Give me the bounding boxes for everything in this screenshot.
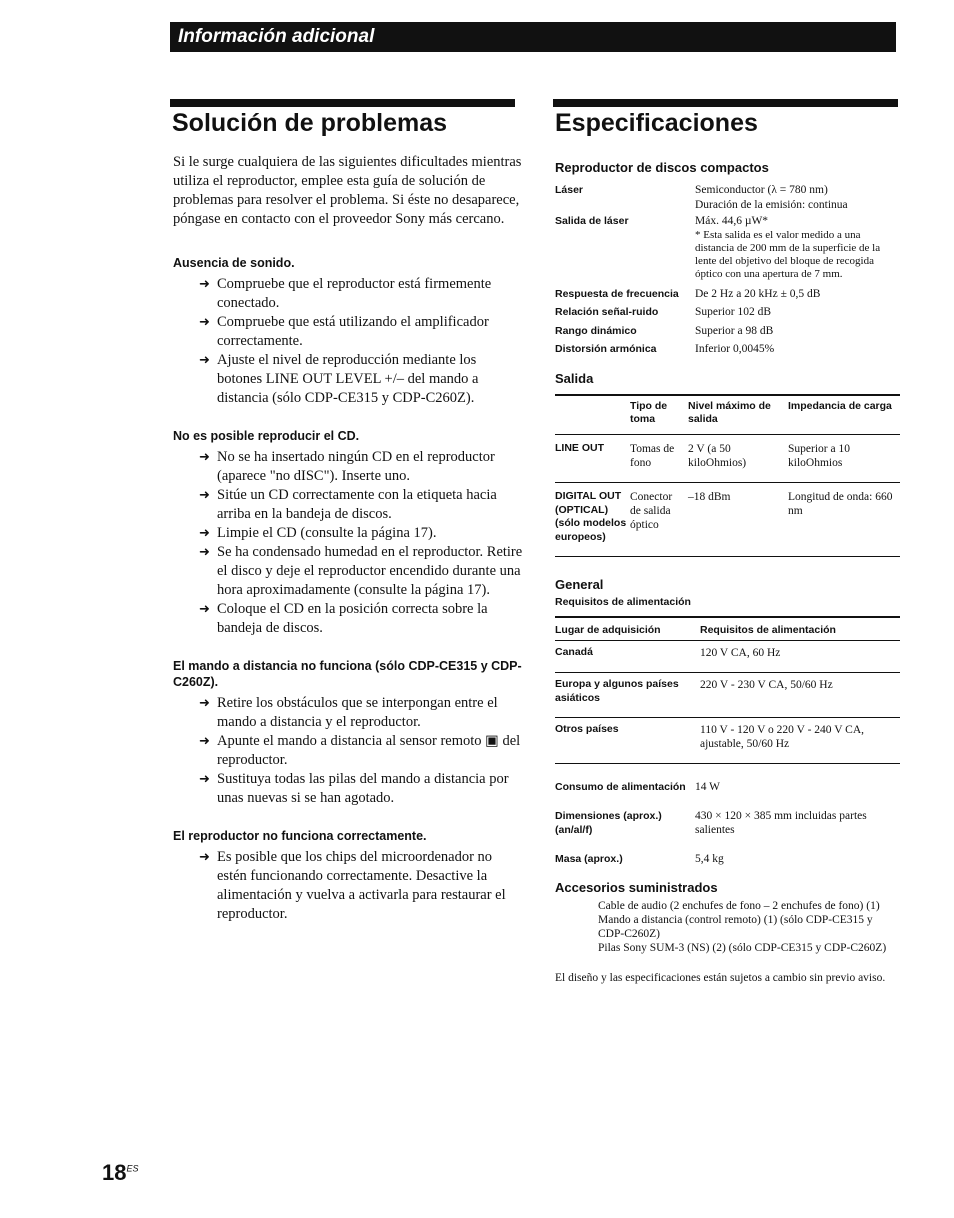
solution-text: Es posible que los chips del microordenador no estén funcionando correctamente. Desactive la alimentación y vuelva a activarla para restaurar el reproductor.: [217, 849, 506, 922]
spec-value: Semiconductor (λ = 780 nm) Duración de la emisión: continua: [695, 184, 848, 211]
accessories-list: [555, 899, 900, 955]
accessories-heading: Accesorios suministrados: [555, 880, 718, 895]
problem-heading: El reproductor no funciona correctamente.: [173, 829, 427, 843]
troubleshooting-sections: [173, 255, 523, 924]
power-row: [555, 673, 900, 718]
col-header: Tipo de toma: [630, 399, 668, 425]
audio-spec-list: [555, 287, 900, 357]
solution-item: [173, 313, 523, 351]
output-table: [555, 394, 900, 558]
power-place: Otros países: [555, 723, 619, 735]
solution-item: [173, 448, 523, 486]
solution-text: Compruebe que el reproductor está firmemente conectado.: [217, 276, 492, 311]
accessory-item: Pilas Sony SUM-3 (NS) (2) (sólo CDP-CE315 y CDP-C260Z): [598, 942, 887, 954]
troubleshooting-section: [173, 658, 523, 808]
spec-row: [555, 780, 900, 795]
output-impedance: Superior a 10 kiloOhmios: [788, 443, 850, 469]
output-table-header: [555, 395, 900, 435]
solution-text: Sitúe un CD correctamente con la etiqueta hacia arriba en la bandeja de discos.: [217, 487, 497, 522]
troubleshooting-title: Solución de problemas: [172, 109, 448, 137]
right-title-rule: [553, 99, 898, 107]
arrow-icon: ➜: [199, 526, 210, 541]
page-number: $18^{ES}$: [102, 1160, 139, 1185]
power-req: 220 V - 230 V CA, 50/60 Hz: [700, 679, 833, 691]
section-header-title: Información adicional: [178, 26, 375, 47]
arrow-icon: ➜: [199, 315, 210, 330]
spec-label: Relación señal-ruido: [555, 306, 659, 318]
arrow-icon: ➜: [199, 734, 210, 749]
spec-value: 5,4 kg: [695, 852, 724, 865]
spec-value: Máx. 44,6 µW* * Esta salida es el valor medido a una distancia de 200 mm de la superficie de la lente del objetivo del bloque de recogida óptico con una apertura de 7 mm.: [695, 214, 900, 281]
spec-row: [555, 809, 900, 838]
output-type: Tomas de fono: [630, 443, 675, 469]
col-header: Requisitos de alimentación: [700, 623, 836, 636]
problem-heading: No es posible reproducir el CD.: [173, 429, 360, 443]
arrow-icon: ➜: [199, 450, 210, 465]
spec-label: Láser: [555, 184, 584, 196]
spec-value: De 2 Hz a 20 kHz ± 0,5 dB: [695, 287, 821, 300]
col-header: Nivel máximo de salida: [688, 399, 771, 425]
spec-label: Distorsión armónica: [555, 343, 657, 355]
solution-text: Sustituya todas las pilas del mando a distancia por unas nuevas si se han agotado.: [217, 771, 509, 806]
spec-value: 14 W: [695, 781, 721, 793]
output-row: [555, 435, 900, 483]
spec-row: [555, 852, 900, 867]
problem-heading: Ausencia de sonido.: [173, 256, 295, 270]
power-place: Canadá: [555, 646, 593, 658]
solution-item: [173, 694, 523, 732]
troubleshooting-section: [173, 828, 523, 924]
solution-item: [173, 770, 523, 808]
spec-row: [555, 305, 900, 320]
arrow-icon: ➜: [199, 488, 210, 503]
solution-item: [173, 732, 523, 770]
accessory-item: Cable de audio (2 enchufes de fono – 2 enchufes de fono) (1): [598, 900, 880, 912]
spec-row: [555, 342, 900, 357]
output-impedance: Longitud de onda: 660 nm: [788, 491, 893, 517]
specifications-title: Especificaciones: [555, 109, 758, 137]
accessory-item: Mando a distancia (control remoto) (1) (sólo CDP-CE315 y CDP-C260Z): [598, 914, 873, 940]
spec-label: Consumo de alimentación: [555, 781, 686, 793]
left-title-rule: [170, 99, 515, 107]
troubleshooting-intro: Si le surge cualquiera de las siguientes dificultades mientras utiliza el reproductor, emplee esta guía de solución de problemas para resolver el problema. Si éste no desaparece, póngase en contacto con el proveedor Sony más cercano.: [173, 154, 522, 227]
troubleshooting-column: [173, 153, 523, 944]
arrow-icon: ➜: [199, 850, 210, 865]
solution-text: Se ha condensado humedad en el reproductor. Retire el disco y deje el reproductor encendido durante una hora aproximadamente (consulte la página 17).: [217, 544, 523, 598]
solution-item: [173, 543, 523, 600]
output-heading: Salida: [555, 370, 594, 386]
specifications-column: [555, 160, 900, 985]
power-req-heading: Requisitos de alimentación: [555, 596, 691, 608]
cd-player-heading: Reproductor de discos compactos: [555, 160, 769, 175]
output-level: 2 V (a 50 kiloOhmios): [688, 443, 747, 469]
power-row: [555, 718, 900, 764]
spec-label: Salida de láser: [555, 215, 629, 227]
troubleshooting-section: [173, 255, 523, 408]
laser-footnote: * Esta salida es el valor medido a una distancia de 200 mm de la superficie de la lente del objetivo del bloque de recogida óptico con una apertura de 7 mm.: [695, 228, 881, 280]
spec-label: Dimensiones (aprox.) (an/al/f): [555, 809, 662, 836]
solution-item: [173, 486, 523, 524]
power-req: 110 V - 120 V o 220 V - 240 V CA, ajustable, 50/60 Hz: [700, 724, 865, 750]
output-level: –18 dBm: [688, 491, 731, 503]
power-place: Europa y algunos países asiáticos: [555, 678, 679, 704]
output-row: [555, 483, 900, 557]
solution-text: Ajuste el nivel de reproducción mediante los botones LINE OUT LEVEL +/– del mando a distancia (sólo CDP-CE315 y CDP-C260Z).: [217, 352, 479, 406]
power-table-header: [555, 617, 900, 641]
section-header-band: [170, 22, 896, 52]
spec-value: 430 × 120 × 385 mm incluidas partes salientes: [695, 809, 867, 836]
output-name: DIGITAL OUT (OPTICAL) (sólo modelos europeos): [555, 490, 627, 543]
troubleshooting-section: [173, 428, 523, 638]
power-row: [555, 641, 900, 673]
solution-text: Coloque el CD en la posición correcta sobre la bandeja de discos.: [217, 601, 488, 636]
solution-text: Compruebe que está utilizando el amplificador correctamente.: [217, 314, 489, 349]
general-spec-list: [555, 780, 900, 866]
power-req: 120 V CA, 60 Hz: [700, 647, 781, 659]
spec-row: [555, 287, 900, 302]
spec-label: Masa (aprox.): [555, 852, 623, 865]
power-table: [555, 616, 900, 765]
spec-label: Respuesta de frecuencia: [555, 287, 679, 300]
arrow-icon: ➜: [199, 602, 210, 617]
spec-label: Rango dinámico: [555, 324, 637, 337]
output-name: LINE OUT: [555, 442, 604, 454]
spec-value: Superior 102 dB: [695, 306, 772, 318]
arrow-icon: ➜: [199, 353, 210, 368]
arrow-icon: ➜: [199, 545, 210, 560]
solution-text: No se ha insertado ningún CD en el reproductor (aparece "no dISC"). Inserte uno.: [217, 449, 495, 484]
arrow-icon: ➜: [199, 696, 210, 711]
col-header: Impedancia de carga: [788, 399, 892, 412]
solution-item: [173, 275, 523, 313]
solution-item: [173, 351, 523, 408]
solution-text: Apunte el mando a distancia al sensor remoto ▣ del reproductor.: [217, 733, 521, 768]
output-type: Conector de salida óptico: [630, 491, 673, 531]
spec-value: Inferior 0,0045%: [695, 343, 775, 355]
spec-value: Superior a 98 dB: [695, 324, 774, 337]
col-header: Lugar de adquisición: [555, 623, 661, 636]
problem-heading: El mando a distancia no funciona (sólo CDP-CE315 y CDP-C260Z).: [173, 659, 522, 689]
arrow-icon: ➜: [199, 277, 210, 292]
spec-row: [555, 324, 900, 339]
disclaimer: El diseño y las especificaciones están sujetos a cambio sin previo aviso.: [555, 972, 886, 984]
arrow-icon: ➜: [199, 772, 210, 787]
solution-item: [173, 600, 523, 638]
solution-text: Limpie el CD (consulte la página 17).: [217, 525, 437, 541]
solution-item: [173, 524, 523, 543]
general-heading: General: [555, 577, 604, 592]
solution-item: [173, 848, 523, 924]
solution-text: Retire los obstáculos que se interpongan entre el mando a distancia y el reproductor.: [217, 695, 498, 730]
